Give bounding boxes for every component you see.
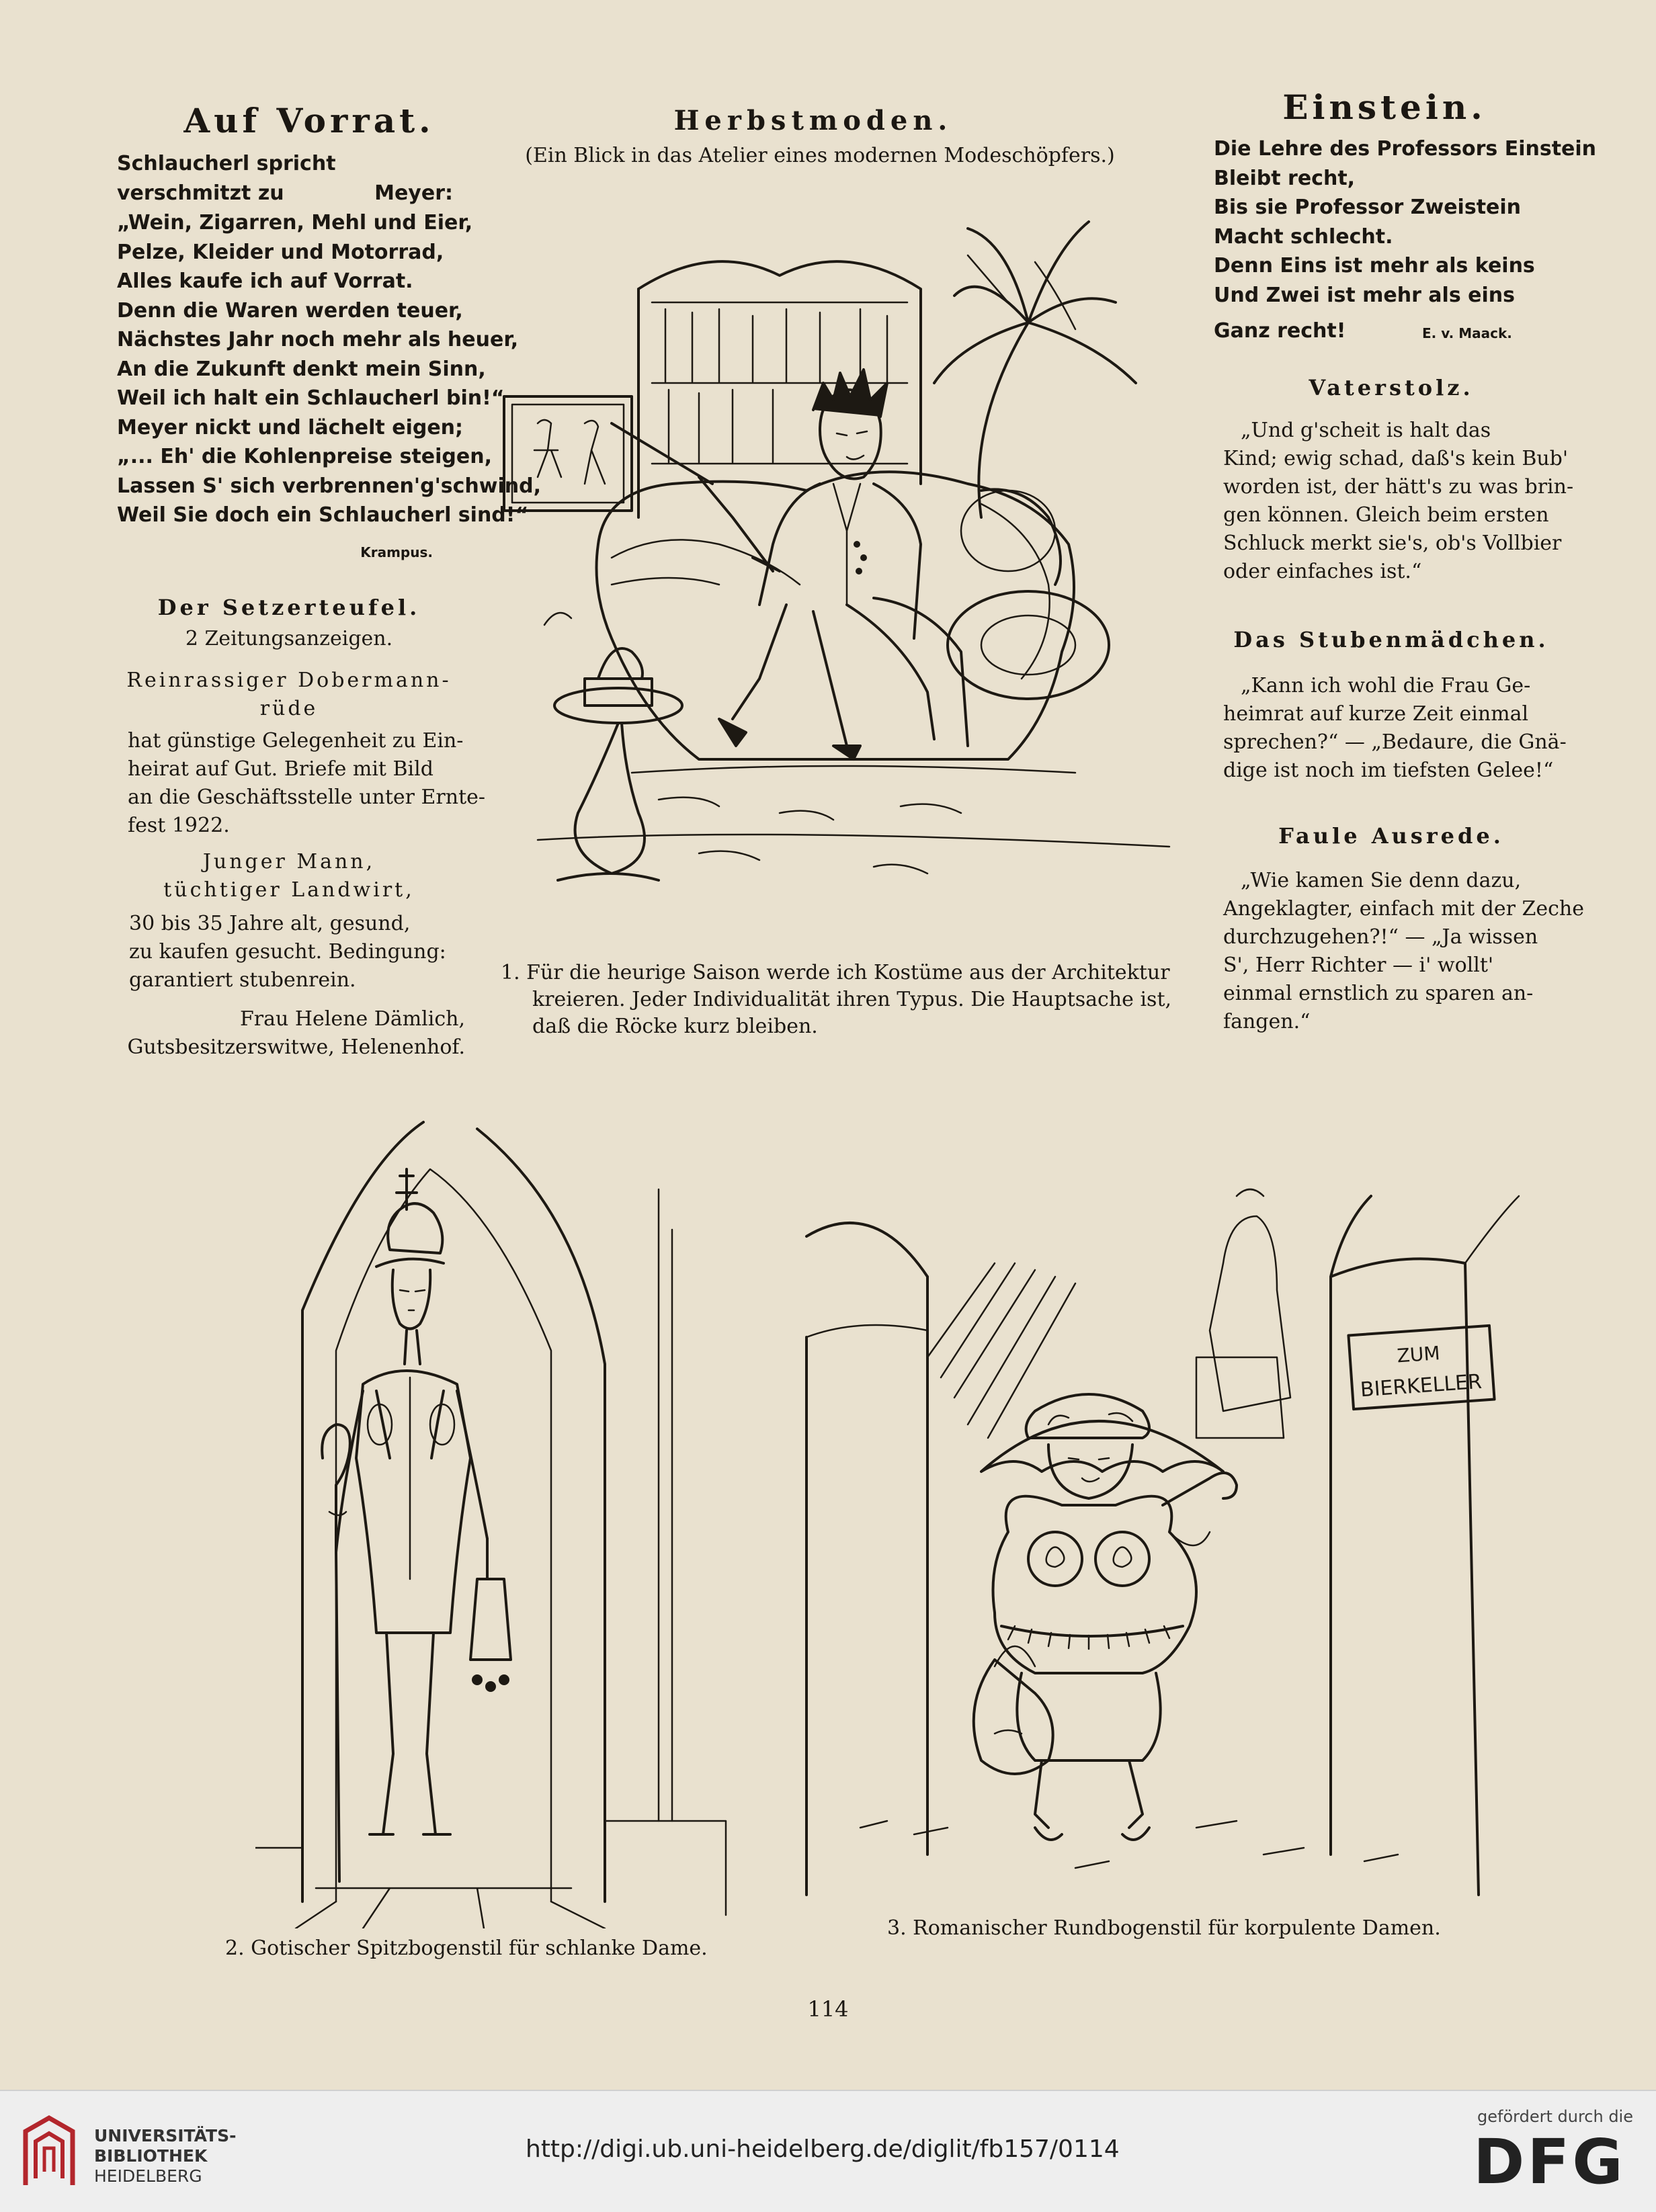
library-name-line: BIBLIOTHEK bbox=[94, 2146, 208, 2166]
ad-body-line: zu kaufen gesucht. Bedingung: bbox=[129, 940, 446, 964]
ad-heading-line: rüde bbox=[259, 697, 319, 720]
ad-heading-line: Reinrassiger Dobermann- bbox=[126, 669, 452, 692]
sign-text-bierkeller: BIERKELLER bbox=[1359, 1369, 1483, 1402]
ad-body-line: fest 1922. bbox=[128, 814, 230, 837]
right-section3-title: Das Stubenmädchen. bbox=[1233, 627, 1549, 652]
left-poem-author: Krampus. bbox=[360, 544, 433, 560]
right-section2-text bbox=[1223, 417, 1573, 586]
caption-3: 3. Romanischer Rundbogenstil für korpulente Damen. bbox=[887, 1916, 1441, 1940]
left-intro-line1: Schlaucherl spricht verschmitzt zu bbox=[117, 152, 336, 205]
caption-line: kreieren. Jeder Individualität ihren Typus. Die Hauptsache ist, bbox=[532, 988, 1172, 1011]
left-column-title: Auf Vorrat. bbox=[183, 101, 435, 140]
caption-1 bbox=[501, 960, 1213, 1040]
ad2-heading bbox=[121, 848, 457, 904]
caption-line: 1. Für die heurige Saison werde ich Kostüme aus der Architektur bbox=[501, 961, 1170, 984]
ad1-body bbox=[128, 727, 486, 840]
right-poem bbox=[1214, 134, 1597, 310]
ad1-heading bbox=[121, 667, 457, 723]
ub-heidelberg-logo-icon bbox=[19, 2111, 83, 2192]
poem-line: Bis sie Professor Zweistein bbox=[1214, 196, 1522, 219]
left-poem bbox=[117, 208, 541, 530]
right-column-title: Einstein. bbox=[1282, 87, 1487, 127]
funded-by-text: gefördert durch die bbox=[1477, 2107, 1633, 2126]
poem-line: Lassen S' sich verbrennen'g'schwind, bbox=[117, 474, 541, 498]
illustration-romanesque-lady bbox=[793, 1156, 1532, 1922]
text-line: Schluck merkt sie's, ob's Vollbier bbox=[1223, 531, 1562, 555]
library-name-line: UNIVERSITÄTS- bbox=[94, 2126, 237, 2145]
text-line: Kind; ewig schad, daß's kein Bub' bbox=[1223, 447, 1569, 470]
ad-body-line: heirat auf Gut. Briefe mit Bild bbox=[128, 757, 433, 781]
document-url-link[interactable]: http://digi.ub.uni-heidelberg.de/diglit/fb157/0114 bbox=[526, 2135, 1120, 2163]
ad-body-line: an die Geschäftsstelle unter Ernte- bbox=[128, 785, 486, 809]
sign-text-zum: ZUM bbox=[1396, 1342, 1441, 1367]
poem-line: Weil Sie doch ein Schlaucherl sind!“ bbox=[117, 503, 529, 527]
text-line: „Kann ich wohl die Frau Ge- bbox=[1241, 674, 1531, 697]
text-line: fangen.“ bbox=[1223, 1010, 1311, 1033]
right-poem-author: E. v. Maack. bbox=[1422, 325, 1512, 341]
poem-line: „... Eh' die Kohlenpreise steigen, bbox=[117, 445, 493, 468]
text-line: „Und g'scheit is halt das bbox=[1241, 419, 1491, 442]
text-line: dige ist noch im tiefsten Gelee!“ bbox=[1223, 759, 1554, 782]
ad-body-line: hat günstige Gelegenheit zu Ein- bbox=[128, 729, 464, 753]
text-line: durchzugehen?!“ — „Ja wissen bbox=[1223, 925, 1538, 949]
poem-line: Pelze, Kleider und Motorrad, bbox=[117, 240, 444, 264]
middle-column-title: Herbstmoden. bbox=[673, 105, 953, 136]
library-name-line: HEIDELBERG bbox=[94, 2166, 202, 2186]
ad-heading-line: Junger Mann, bbox=[202, 850, 376, 874]
ad2-body bbox=[129, 910, 465, 994]
caption-2: 2. Gotischer Spitzbogenstil für schlanke Dame. bbox=[225, 1937, 708, 1960]
right-section2-title: Vaterstolz. bbox=[1309, 375, 1474, 400]
text-line: Angeklagter, einfach mit der Zeche bbox=[1223, 897, 1584, 921]
text-line: sprechen?“ — „Bedaure, die Gnä- bbox=[1223, 730, 1567, 754]
left-section2-title: Der Setzerteufel. bbox=[157, 595, 421, 620]
right-poem-last-line: Ganz recht! bbox=[1214, 319, 1346, 343]
right-section3-text bbox=[1223, 672, 1573, 785]
ad-signature-line: Gutsbesitzerswitwe, Helenenhof. bbox=[127, 1035, 465, 1059]
page-number: 114 bbox=[807, 1996, 849, 2022]
caption-line: daß die Röcke kurz bleiben. bbox=[532, 1015, 818, 1038]
poem-line: Weil ich halt ein Schlaucherl bin!“ bbox=[117, 386, 505, 410]
ad-body-line: 30 bis 35 Jahre alt, gesund, bbox=[129, 912, 411, 935]
poem-line: Denn Eins ist mehr als keins bbox=[1214, 254, 1535, 278]
ad2-signature bbox=[121, 1005, 465, 1062]
text-line: gen können. Gleich beim ersten bbox=[1223, 503, 1549, 527]
poem-line: „Wein, Zigarren, Mehl und Eier, bbox=[117, 211, 473, 235]
poem-line: Denn die Waren werden teuer, bbox=[117, 298, 463, 323]
text-line: heimrat auf kurze Zeit einmal bbox=[1223, 702, 1529, 726]
dfg-logo: DFG bbox=[1473, 2126, 1626, 2198]
poem-line: Macht schlecht. bbox=[1214, 224, 1393, 249]
poem-line: Nächstes Jahr noch mehr als heuer, bbox=[117, 328, 519, 351]
poem-line: Meyer nickt und lächelt eigen; bbox=[117, 415, 464, 439]
poem-line: Die Lehre des Professors Einstein bbox=[1214, 137, 1597, 161]
text-line: S', Herr Richter — i' wollt' bbox=[1223, 953, 1494, 977]
right-section4-title: Faule Ausrede. bbox=[1278, 823, 1504, 849]
left-section2-subtitle: 2 Zeitungsanzeigen. bbox=[185, 627, 393, 650]
right-section4-text bbox=[1223, 867, 1584, 1036]
text-line: „Wie kamen Sie denn dazu, bbox=[1241, 869, 1522, 892]
poem-line: Bleibt recht, bbox=[1214, 166, 1356, 190]
text-line: worden ist, der hätt's zu was brin- bbox=[1223, 475, 1574, 499]
ad-body-line: garantiert stubenrein. bbox=[129, 968, 356, 992]
illustration-couturier bbox=[497, 168, 1196, 961]
text-line: einmal ernstlich zu sparen an- bbox=[1223, 982, 1534, 1005]
poem-line: An die Zukunft denkt mein Sinn, bbox=[117, 357, 486, 381]
ad-heading-line: tüchtiger Landwirt, bbox=[163, 878, 415, 902]
library-name bbox=[94, 2126, 296, 2186]
poem-line: Alles kaufe ich auf Vorrat. bbox=[117, 269, 413, 293]
footer-bar bbox=[0, 2090, 1656, 2212]
ad-signature-line: Frau Helene Dämlich, bbox=[239, 1007, 465, 1031]
middle-column-subtitle: (Ein Blick in das Atelier eines modernen Modeschöpfers.) bbox=[525, 144, 1115, 167]
left-intro-line2: Meyer: bbox=[374, 181, 453, 205]
text-line: oder einfaches ist.“ bbox=[1223, 560, 1422, 583]
poem-line: Und Zwei ist mehr als eins bbox=[1214, 283, 1515, 307]
